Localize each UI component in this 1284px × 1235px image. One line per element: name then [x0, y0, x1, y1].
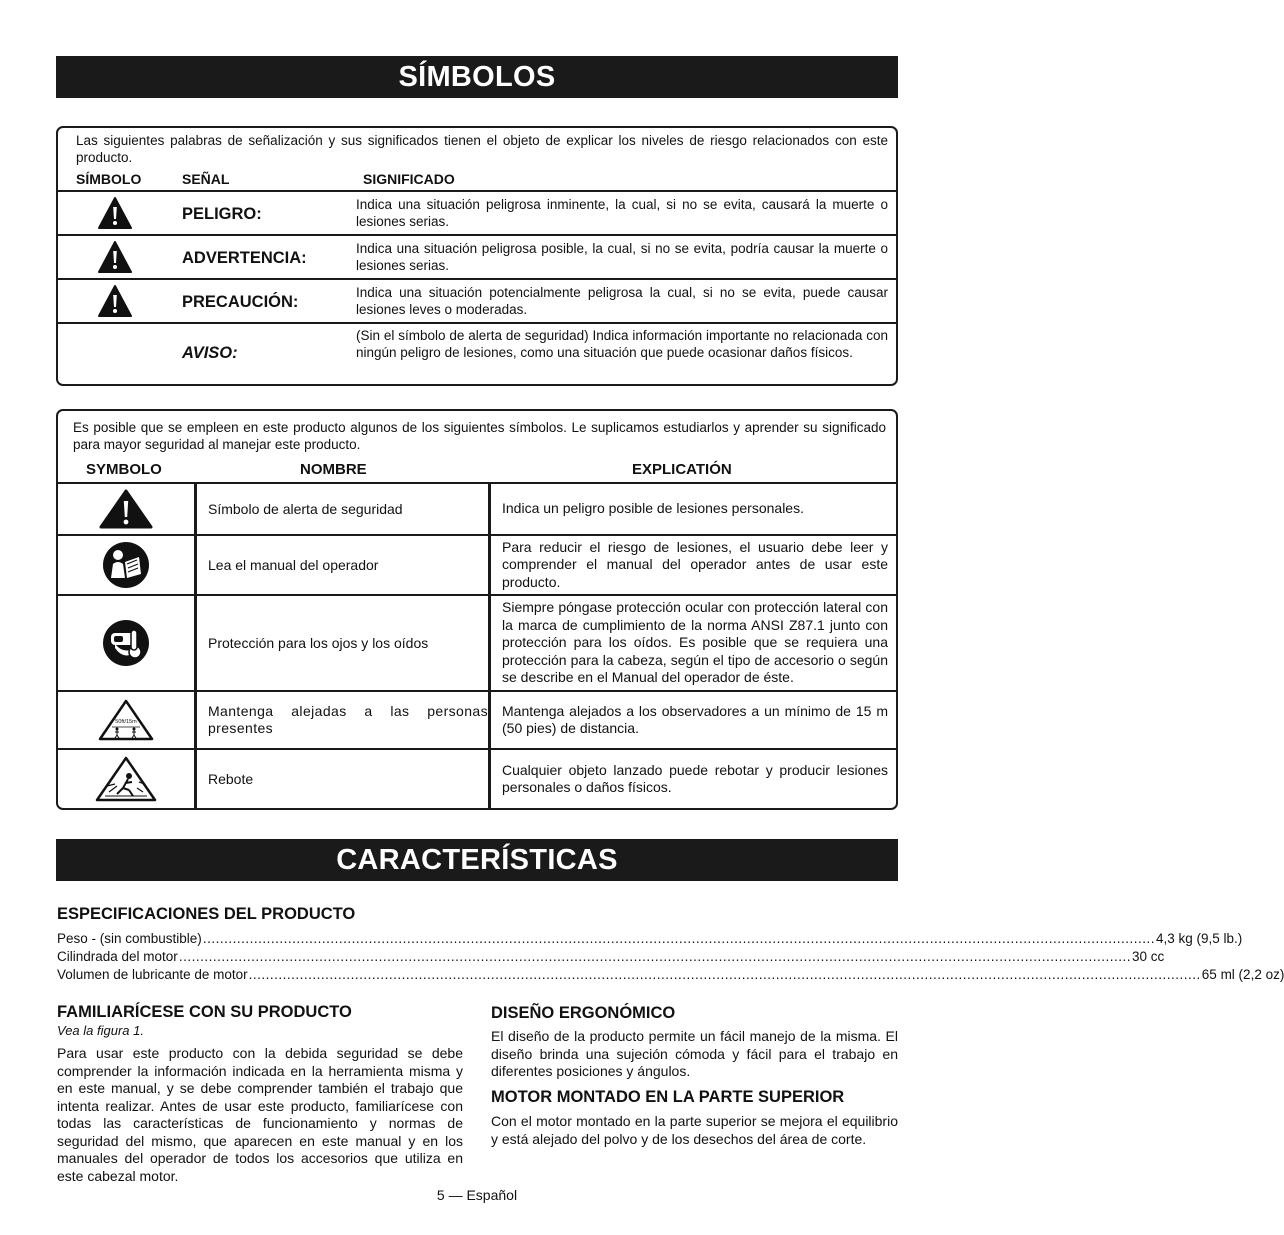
- top-motor-heading: MOTOR MONTADO EN LA PARTE SUPERIOR: [491, 1088, 845, 1106]
- read-manual-icon: [101, 540, 151, 590]
- signal-intro: Las siguientes palabras de señalización y sus significados tienen el objeto de explicar los niveles de riesgo relacionados con este producto.: [76, 133, 888, 165]
- spec-leader-dots: ................................................................................................................................................................................................................................: [248, 967, 1201, 982]
- signal-header-symbol: SÍMBOLO: [76, 171, 142, 187]
- signal-word-aviso: AVISO:: [182, 344, 238, 362]
- symbols-header-name: NOMBRE: [300, 461, 367, 478]
- symbol-name-eye-ear-protection: Protección para los ojos y los oídos: [208, 634, 429, 651]
- spec-value: 4,3 kg (9,5 lb.): [1155, 931, 1243, 946]
- symbols-header-explanation: EXPLICATIÓN: [632, 461, 732, 478]
- symbol-exp-bystanders: Mantenga alejados a los observadores a un mínimo de 15 m (50 pies) de distancia.: [502, 702, 888, 736]
- keep-bystanders-away-icon: [98, 699, 154, 741]
- spec-leader-dots: ................................................................................................................................................................................................................................: [202, 931, 1155, 946]
- familiarize-text: Para usar este producto con la debida seguridad se debe comprender la información indicada en la herramienta misma y en este manual, y se debe comprender también el trabajo que intenta realizar. Antes de usar este producto, familiarícese con todas las características de funcionamiento y normas de seguridad del mismo, que aparecen en este manual y en los manuales del operador de todos los accesorios que utiliza en este cabezal motor.: [57, 1045, 463, 1184]
- spec-leader-dots: ................................................................................................................................................................................................................................: [178, 949, 1131, 964]
- familiarize-subheading: Vea la figura 1.: [57, 1023, 144, 1038]
- symbol-name-bystanders: [208, 692, 488, 748]
- spec-label: Volumen de lubricante de motor: [57, 967, 248, 982]
- simbolos-banner: [56, 56, 898, 98]
- symbols-table: [56, 409, 898, 810]
- spec-value: 30 cc: [1131, 949, 1165, 964]
- symbol-name-read-manual: Lea el manual del operador: [208, 556, 379, 573]
- bystanders-icon-text: 50ft/15m: [115, 719, 137, 725]
- simbolos-title: SÍMBOLOS: [398, 61, 556, 93]
- signal-text-peligro: Indica una situación peligrosa inminente, la cual, si no se evita, causará la muerte o lesiones serias.: [356, 197, 888, 229]
- symbol-row-ricochet: [58, 748, 896, 808]
- signal-row-advertencia: [58, 234, 896, 278]
- symbol-row-read-manual: [58, 534, 896, 594]
- signal-row-aviso: [58, 322, 896, 382]
- signal-word-precaucion: PRECAUCIÓN:: [182, 293, 299, 311]
- symbol-name-ricochet: Rebote: [208, 770, 254, 787]
- symbol-exp-ricochet: Cualquier objeto lanzado puede rebotar y producir lesiones personales o daños físicos.: [502, 761, 888, 795]
- signal-text-aviso: (Sin el símbolo de alerta de seguridad) Indica información importante no relacionada con ningún peligro de lesiones, como una situación que puede ocasionar daños físicos.: [356, 328, 888, 360]
- spec-label: Peso - (sin combustible): [57, 931, 202, 946]
- symbol-exp-eye-ear-protection: Siempre póngase protección ocular con protección lateral con la marca de cumplimiento de la norma ANSI Z87.1 junto con protección para los oídos. Es posible que se requiera una protección para la cabeza, según el tipo de accesorio o según se describe en el Manual del operador de éste.: [502, 599, 888, 686]
- eye-ear-protection-icon: [101, 618, 151, 668]
- warning-triangle-icon: [98, 197, 132, 229]
- signal-header-signal: SEÑAL: [182, 171, 230, 187]
- spec-value: 65 ml (2,2 oz): [1201, 967, 1284, 982]
- safety-alert-icon: [99, 489, 153, 529]
- spec-row-displacement: [57, 949, 1165, 964]
- signal-header-meaning: SIGNIFICADO: [363, 171, 455, 187]
- caracteristicas-title: CARACTERÍSTICAS: [336, 844, 618, 876]
- warning-triangle-icon: [98, 241, 132, 273]
- signal-row-peligro: [58, 190, 896, 234]
- signal-row-precaucion: [58, 278, 896, 322]
- spec-row-weight: [57, 931, 1243, 946]
- symbol-row-eye-ear-protection: [58, 594, 896, 690]
- ergonomic-heading: DISEÑO ERGONÓMICO: [491, 1004, 676, 1022]
- spec-row-oil: [57, 967, 1284, 982]
- symbol-name-bystanders-text: Mantenga alejadas a las personas presentes: [208, 703, 488, 736]
- ricochet-icon: [95, 756, 157, 802]
- symbols-intro: Es posible que se empleen en este producto algunos de los siguientes símbolos. Le suplicamos estudiarlos y aprender su significado para mayor seguridad al manejar este producto.: [73, 420, 886, 452]
- symbol-exp-safety-alert: Indica un peligro posible de lesiones personales.: [502, 500, 804, 517]
- top-motor-text: Con el motor montado en la parte superior se mejora el equilibrio y está alejado del polvo y de los desechos del área de corte.: [491, 1113, 898, 1147]
- signal-words-table: [56, 126, 898, 386]
- symbol-exp-read-manual: Para reducir el riesgo de lesiones, el usuario debe leer y comprender el manual del operador antes de usar este producto.: [502, 538, 888, 590]
- familiarize-heading: FAMILIARÍCESE CON SU PRODUCTO: [57, 1003, 352, 1021]
- spec-label: Cilindrada del motor: [57, 949, 178, 964]
- caracteristicas-banner: [56, 839, 898, 881]
- specs-heading: ESPECIFICACIONES DEL PRODUCTO: [57, 905, 356, 923]
- symbol-name-safety-alert: Símbolo de alerta de seguridad: [208, 500, 403, 517]
- signal-text-advertencia: Indica una situación peligrosa posible, la cual, si no se evita, podría causar la muerte o lesiones serias.: [356, 241, 888, 273]
- ergonomic-text: El diseño de la producto permite un fácil manejo de la misma. El diseño brinda una sujeción cómoda y fácil para el trabajo en diferentes posiciones y ángulos.: [491, 1028, 898, 1079]
- page-footer: 5 — Español: [436, 1187, 518, 1203]
- signal-word-advertencia: ADVERTENCIA:: [182, 249, 307, 267]
- signal-text-precaucion: Indica una situación potencialmente peligrosa la cual, si no se evita, puede causar lesiones leves o moderadas.: [356, 285, 888, 317]
- signal-word-peligro: PELIGRO:: [182, 205, 262, 223]
- symbol-row-safety-alert: [58, 482, 896, 534]
- symbol-row-bystanders: [58, 690, 896, 748]
- warning-triangle-icon: [98, 285, 132, 317]
- symbols-header-symbol: SYMBOLO: [86, 461, 162, 478]
